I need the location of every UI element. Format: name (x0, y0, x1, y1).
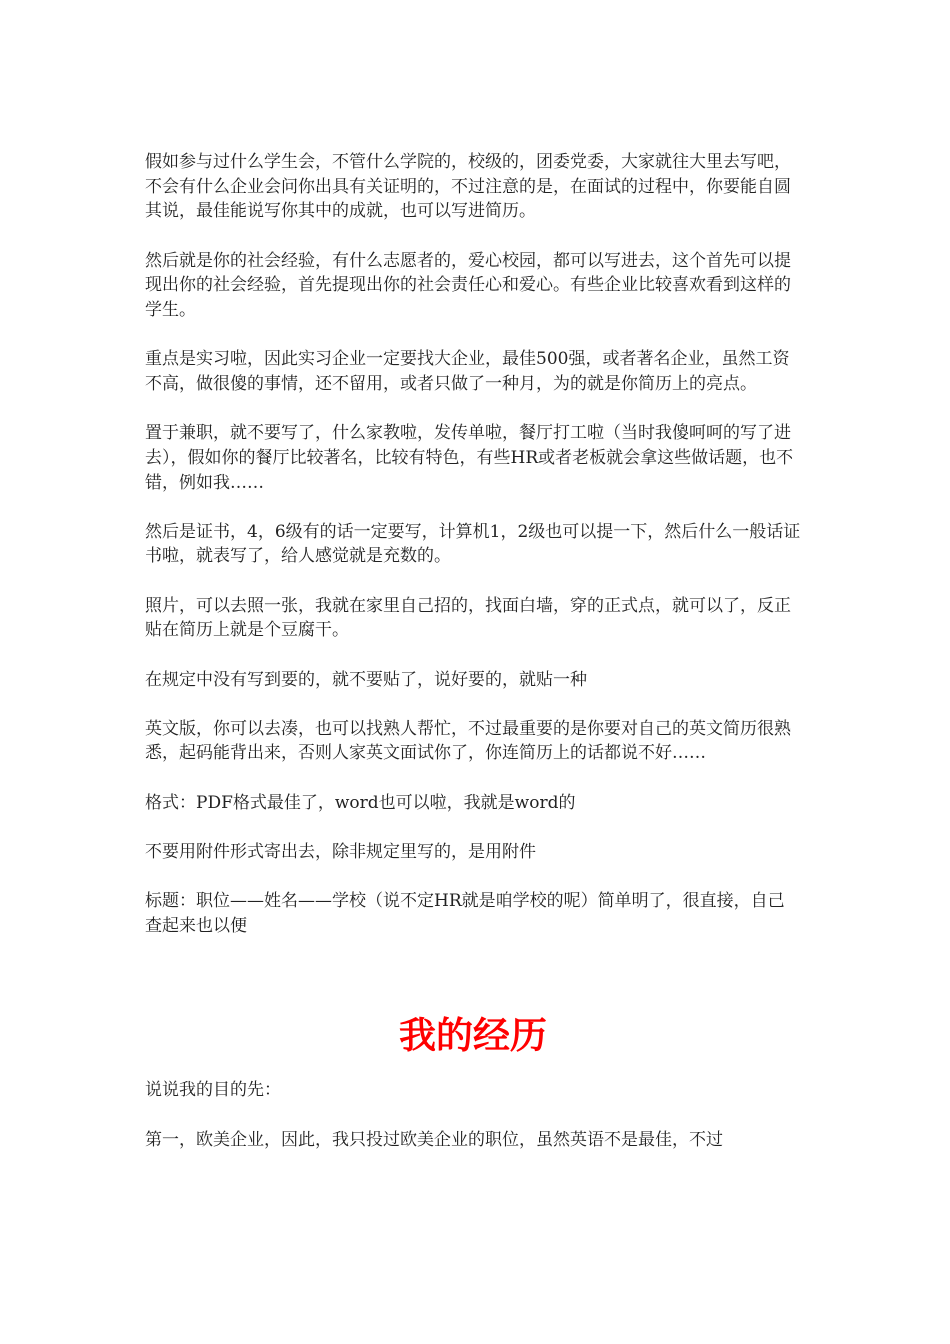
paragraph-attachment: 不要用附件形式寄出去，除非规定里写的，是用附件 (145, 841, 536, 862)
paragraph-requirements: 在规定中没有写到要的，就不要贴了，说好要的，就贴一种 (145, 669, 587, 690)
paragraph-english-version: 英文版，你可以去凑，也可以找熟人帮忙，不过最重要的是你要对自己的英文简历很熟悉，起码能背出来，否则人家英文面试你了，你连简历上的话都说不好…… (145, 718, 791, 764)
paragraph-subject-line: 标题：职位——姓名——学校（说不定HR就是咱学校的呢）简单明了，很直接，自己查起来也以便 (145, 891, 785, 936)
paragraph-internship: 重点是实习啦，因此实习企业一定要找大企业，最佳500强，或者著名企业，虽然工资不高，做很傻的事情，还不留用，或者只做了一种月，为的就是你简历上的亮点。 (145, 349, 790, 394)
section-heading: 我的经历 (399, 1014, 547, 1058)
document-body (145, 150, 801, 1177)
paragraph-social-experience: 然后就是你的社会经验，有什么志愿者的，爱心校园，都可以写进去，这个首先可以提现出你的社会经验，首先提现出你的社会责任心和爱心。有些企业比较喜欢看到这样的学生。 (145, 250, 791, 321)
paragraph-certificates: 然后是证书，4，6级有的话一定要写，计算机1，2级也可以提一下，然后什么一般话证书啦，就表写了，给人感觉就是充数的。 (145, 521, 801, 567)
paragraph-format: 格式：PDF格式最佳了，word也可以啦，我就是word的 (145, 792, 576, 813)
paragraph-purpose-first: 第一，欧美企业，因此，我只投过欧美企业的职位，虽然英语不是最佳，不过 (145, 1129, 723, 1150)
paragraph-part-time: 置于兼职，就不要写了，什么家教啦，发传单啦，餐厅打工啦（当时我傻呵呵的写了进去），假如你的餐厅比较著名，比较有特色，有些HR或者老板就会拿这些做话题，也不错，例如我…… (145, 423, 794, 493)
paragraph-purpose-intro: 说说我的目的先： (145, 1080, 281, 1101)
paragraph-photo: 照片，可以去照一张，我就在家里自己招的，找面白墙，穿的正式点，就可以了，反正贴在简历上就是个豆腐干。 (145, 595, 791, 641)
paragraph-student-union: 假如参与过什么学生会，不管什么学院的，校级的，团委党委，大家就往大里去写吧，不会有什么企业会问你出具有关证明的，不过注意的是，在面试的过程中，你要能自圆其说，最佳能说写你其中的成就，也可以写进简历。 (145, 152, 791, 222)
